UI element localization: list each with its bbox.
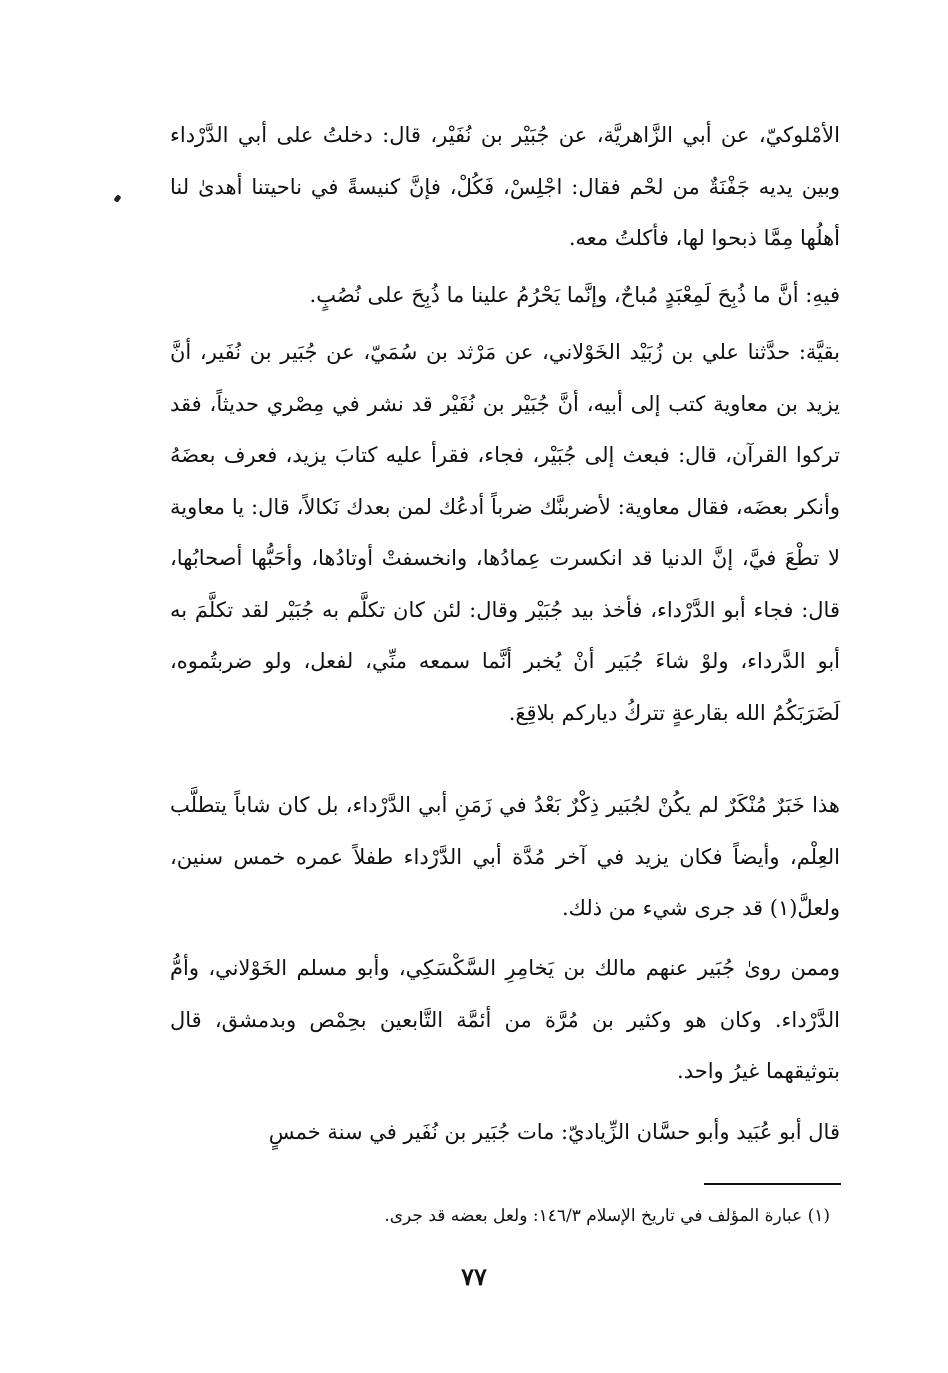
paragraph-5: وممن روىٰ جُبَير عنهم مالك بن يَخامِرِ السَّكْسَكِي، وأبو مسلم الخَوْلاني، وأمُّ الدَّرْداء. وكان هو وكثير بن مُرَّة من أئمَّة التَّابعين بحِمْص وبدمشق، قال بتوثيقهما غيرُ واحد. xyxy=(170,956,840,1083)
paragraph-2: فيهِ: أنَّ ما ذُبِحَ لَمِعْبَدٍ مُباحٌ، وإنَّما يَحْرُمُ علينا ما ذُبِحَ على نُصُبٍ. xyxy=(309,283,840,307)
paragraph-3: بقيَّة: حدَّثنا علي بن زُبَيْد الخَوْلاني، عن مَرْثد بن سُمَيّ، عن جُبَير بن نُفَير، أنَّ يزيد بن معاوية كتب إلى أبيه، أنَّ جُبَيْر بن نُفَيْر قد نشر في مِصْري حديثاً، فقد تركوا القرآن، قال: فبعث إلى جُبَيْر، فجاء، فقرأ عليه كتابَ يزيد، فعرف بعضَهُ وأنكر بعضَه، فقال معاوية: لأضربنَّك ضرباً أدعُك لمن بعدك نَكالاً، قال: يا معاوية لا تطْعَ فيَّ، إنَّ الدنيا قد انكسرت عِمادُها، وانخسفتْ أوتادُها، وأحَبُّها أصحابُها، قال: فجاء أبو الدَّرْداء، فأخذ بيد جُبَيْر وقال: لئن كان تكلَّم به جُبَيْر لقد تكلَّمَ به أبو الدَّرداء، ولوْ شاءَ جُبَير أنْ يُخبر أنَّما سمعه منِّي، لفعل، ولو ضربتُموه، لَضَرَبَكُمُ الله بقارعةٍ تتركُ دياركم بلاقِعَ. xyxy=(170,340,840,725)
paragraph-6: قال أبو عُبَيد وأبو حسَّان الزِّياديّ: مات جُبَير بن نُفَير في سنة خمسٍ xyxy=(268,1120,840,1144)
footnote: (١) عبارة المؤلف في تاريخ الإسلام ١٤٦/٣: ولعل بعضه قد جرى. xyxy=(384,1206,830,1226)
footnote-separator xyxy=(704,1183,841,1185)
page-number: ٧٧ xyxy=(461,1262,487,1291)
scan-speck xyxy=(113,194,121,203)
paragraph-1: الأمْلوكيّ، عن أبي الزَّاهريَّة، عن جُبَيْر بن نُفَيْر، قال: دخلتُ على أبي الدَّرْداء وبين يديه جَفْنَةٌ من لحْم فقال: اجْلِسْ، فَكُلْ، فإنَّ كنيسةً في ناحيتنا أهدىٰ لنا أهلُها مِمَّا ذبحوا لها، فأكلتُ معه. xyxy=(170,123,840,250)
paragraph-4: هذا خَبَرٌ مُنْكَرٌ لم يكُنْ لجُبَير ذِكْرٌ بَعْدُ في زَمَنِ أبي الدَّرْداء، بل كان شاباً يتطلَّب العِلْم، وأيضاً فكان يزيد في آخر مُدَّة أبي الدَّرْداء طفلاً عمره خمس سنين، ولعلَّ(١) قد جرى شيء من ذلك. xyxy=(170,793,840,920)
